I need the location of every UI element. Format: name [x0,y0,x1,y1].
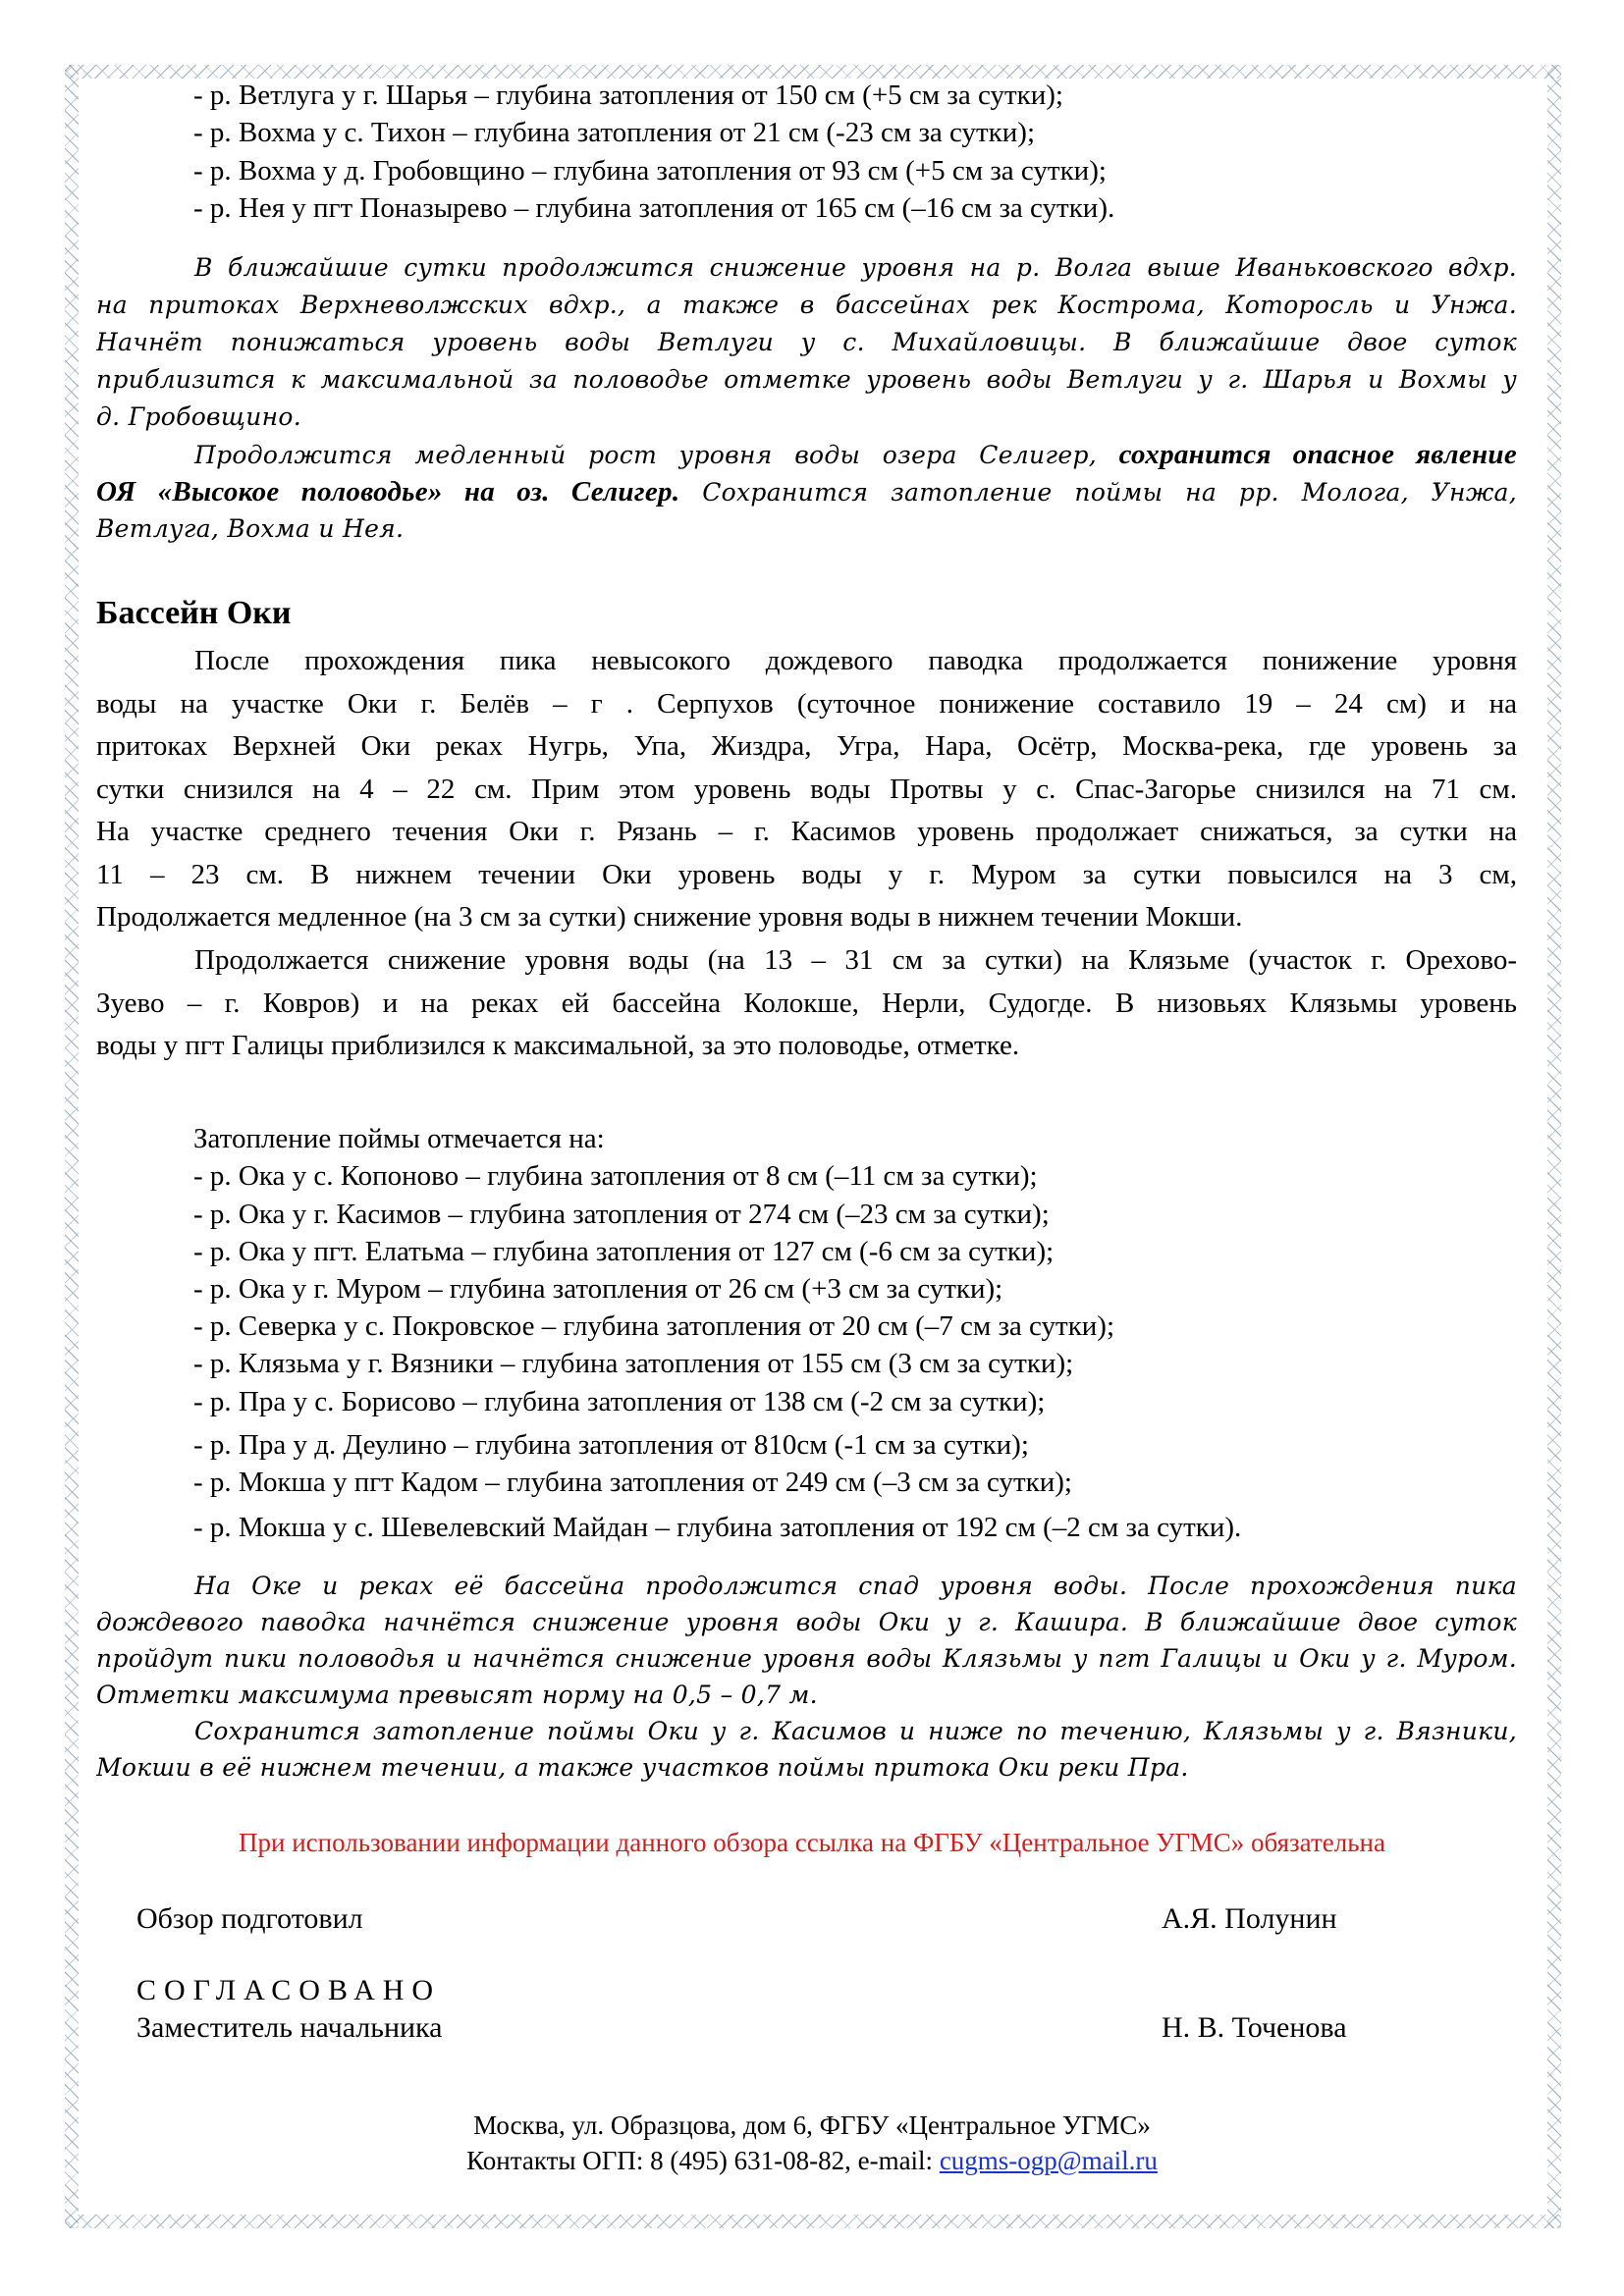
prepared-by-name: А.Я. Полунин [1162,1902,1337,1935]
flood-list-item: - р. Ока у г. Муром – глубина затопления от 26 см (+3 см за сутки); [193,1273,1003,1305]
text-fragment: Продолжится медленный рост уровня воды озера Селигер, [194,441,1119,469]
flood-list-item: - р. Северка у с. Покровское – глубина затопления от 20 см (–7 см за сутки); [193,1310,1115,1342]
text-line: Зуево – г. Ковров) и на реках ей бассейна Колокше, Нерли, Судогде. В низовьях Клязьмы уровень [96,987,1517,1019]
text-line: Ветлуга, Вохма и Нея. [96,514,405,543]
text-line: После прохождения пика невысокого дождевого паводка продолжается понижение уровня [194,645,1517,676]
text-line: На участке среднего течения Оки г. Рязань – г. Касимов уровень продолжает снижаться, за сутки на [96,816,1517,847]
border-bottom [65,2215,1561,2228]
citation-notice: При использовании информации данного обзора ссылка на ФГБУ «Центральное УГМС» обязательна [239,1828,1385,1857]
footer-address: Москва, ул. Образцова, дом 6, ФГБУ «Центральное УГМС» [473,2110,1151,2140]
flood-list-item: - р. Нея у пгт Поназырево – глубина затопления от 165 см (–16 см за сутки). [193,192,1115,224]
email-link[interactable]: cugms-ogp@mail.ru [939,2146,1158,2175]
flood-list-header: Затопление поймы отмечается на: [193,1123,605,1154]
hazard-warning-text: ОЯ «Высокое половодье» на оз. Селигер. [96,476,680,507]
text-line: на притоках Верхневолжских вдхр., а также в бассейнах рек Кострома, Которосль и Унжа. [96,291,1517,319]
flood-list-item: - р. Мокша у с. Шевелевский Майдан – глубина затопления от 192 см (–2 см за сутки). [193,1512,1242,1543]
text-line: сутки снизился на 4 – 22 см. Прим этом уровень воды Протвы у с. Спас-Загорье снизился на 71 см. [96,773,1517,805]
oka-forecast-paragraph [96,1568,1517,1786]
flood-list-item: - р. Вохма у д. Гробовщино – глубина затопления от 93 см (+5 см за сутки); [193,155,1107,187]
text-line: 11 – 23 см. В нижнем течении Оки уровень воды у г. Муром за сутки повысился на 3 см, [96,858,1517,890]
flood-list-item: - р. Вохма у с. Тихон – глубина затопления от 21 см (-23 см за сутки); [193,117,1036,148]
footer-contacts [0,2146,1624,2176]
text-line: Продолжается снижение уровня воды (на 13 – 31 см за сутки) на Клязьме (участок г. Орехово- [194,944,1517,976]
flood-list-item: - р. Пра у с. Борисово – глубина затопления от 138 см (-2 см за сутки); [193,1386,1046,1417]
klyazma-status-paragraph [96,939,1517,1068]
text-line: На Оке и реках её бассейна продолжится спад уровня воды. После прохождения пика [194,1572,1517,1600]
seliger-paragraph [96,436,1517,548]
hazard-warning-text: сохранится опасное явление [1118,439,1517,470]
text-line: пройдут пики половодья и начнётся снижение уровня воды Клязьмы у пгт Галицы и Оки у г. Муром. [96,1644,1517,1673]
text-line: дождевого паводка начнётся снижение уровня воды Оки у г. Кашира. В ближайшие двое суток [96,1608,1517,1636]
text-line: приблизится к максимальной за половодье отметке уровень воды Ветлуги у г. Шарья и Вохмы у [96,365,1517,394]
approved-name: Н. В. Точенова [1162,2011,1347,2044]
border-left [65,65,79,2228]
text-line: воды у пгт Галицы приблизился к максимальной, за это половодье, отметке. [96,1030,1020,1061]
approved-label: СОГЛАСОВАНО [136,1974,442,2006]
text-line: воды на участке Оки г. Белёв – г . Серпухов (суточное понижение составило 19 – 24 см) и на [96,687,1517,720]
flood-list-item: - р. Ока у с. Копоново – глубина затопления от 8 см (–11 см за сутки); [193,1160,1038,1192]
flood-list-item: - р. Клязьма у г. Вязники – глубина затопления от 155 см (3 см за сутки); [193,1348,1074,1379]
flood-list-item: - р. Ока у пгт. Елатьма – глубина затопления от 127 см (-6 см за сутки); [193,1236,1055,1267]
text-fragment: Сохранится затопление поймы на рр. Молога, Унжа, [679,478,1517,507]
text-line: Продолжается медленное (на 3 см за сутки) снижение уровня воды в нижнем течении Мокши. [96,901,1243,933]
text-line: В ближайшие сутки продолжится снижение уровня на р. Волга выше Иваньковского вдхр. [194,253,1517,282]
text-line: притоках Верхней Оки реках Нугрь, Упа, Жиздра, Угра, Нара, Осётр, Москва-река, где уровень за [96,730,1517,762]
section-heading: Бассейн Оки [96,595,292,631]
text-line: Сохранится затопление поймы Оки у г. Касимов и ниже по течению, Клязьмы у г. Вязники, [194,1717,1517,1745]
oka-status-paragraph [96,640,1517,939]
flood-list-item: - р. Ока у г. Касимов – глубина затопления от 274 см (–23 см за сутки); [193,1199,1050,1230]
text-line: Мокши в её нижнем течении, а также участков поймы притока Оки реки Пра. [96,1753,1189,1782]
flood-list-item: - р. Мокша у пгт Кадом – глубина затопления от 249 см (–3 см за сутки); [193,1467,1072,1498]
text-line: Начнёт понижаться уровень воды Ветлуги у с. Михайловицы. В ближайшие двое суток [96,328,1517,356]
approved-position: Заместитель начальника [136,2011,443,2044]
flood-list-item: - р. Пра у д. Деулино – глубина затопления от 810см (-1 см за сутки); [193,1429,1029,1461]
border-right [1547,65,1561,2228]
text-line [96,436,1517,473]
text-line [96,473,1517,510]
volga-forecast-paragraph [96,249,1517,436]
flood-list-item: - р. Ветлуга у г. Шарья – глубина затопления от 150 см (+5 см за сутки); [193,80,1063,111]
prepared-by-label: Обзор подготовил [136,1902,363,1935]
text-line: д. Гробовщино. [96,402,301,431]
contacts-text: Контакты ОГП: 8 (495) 631-08-82, e-mail: [466,2146,940,2175]
text-line: Отметки максимума превысят норму на 0,5 – 0,7 м. [96,1681,818,1709]
